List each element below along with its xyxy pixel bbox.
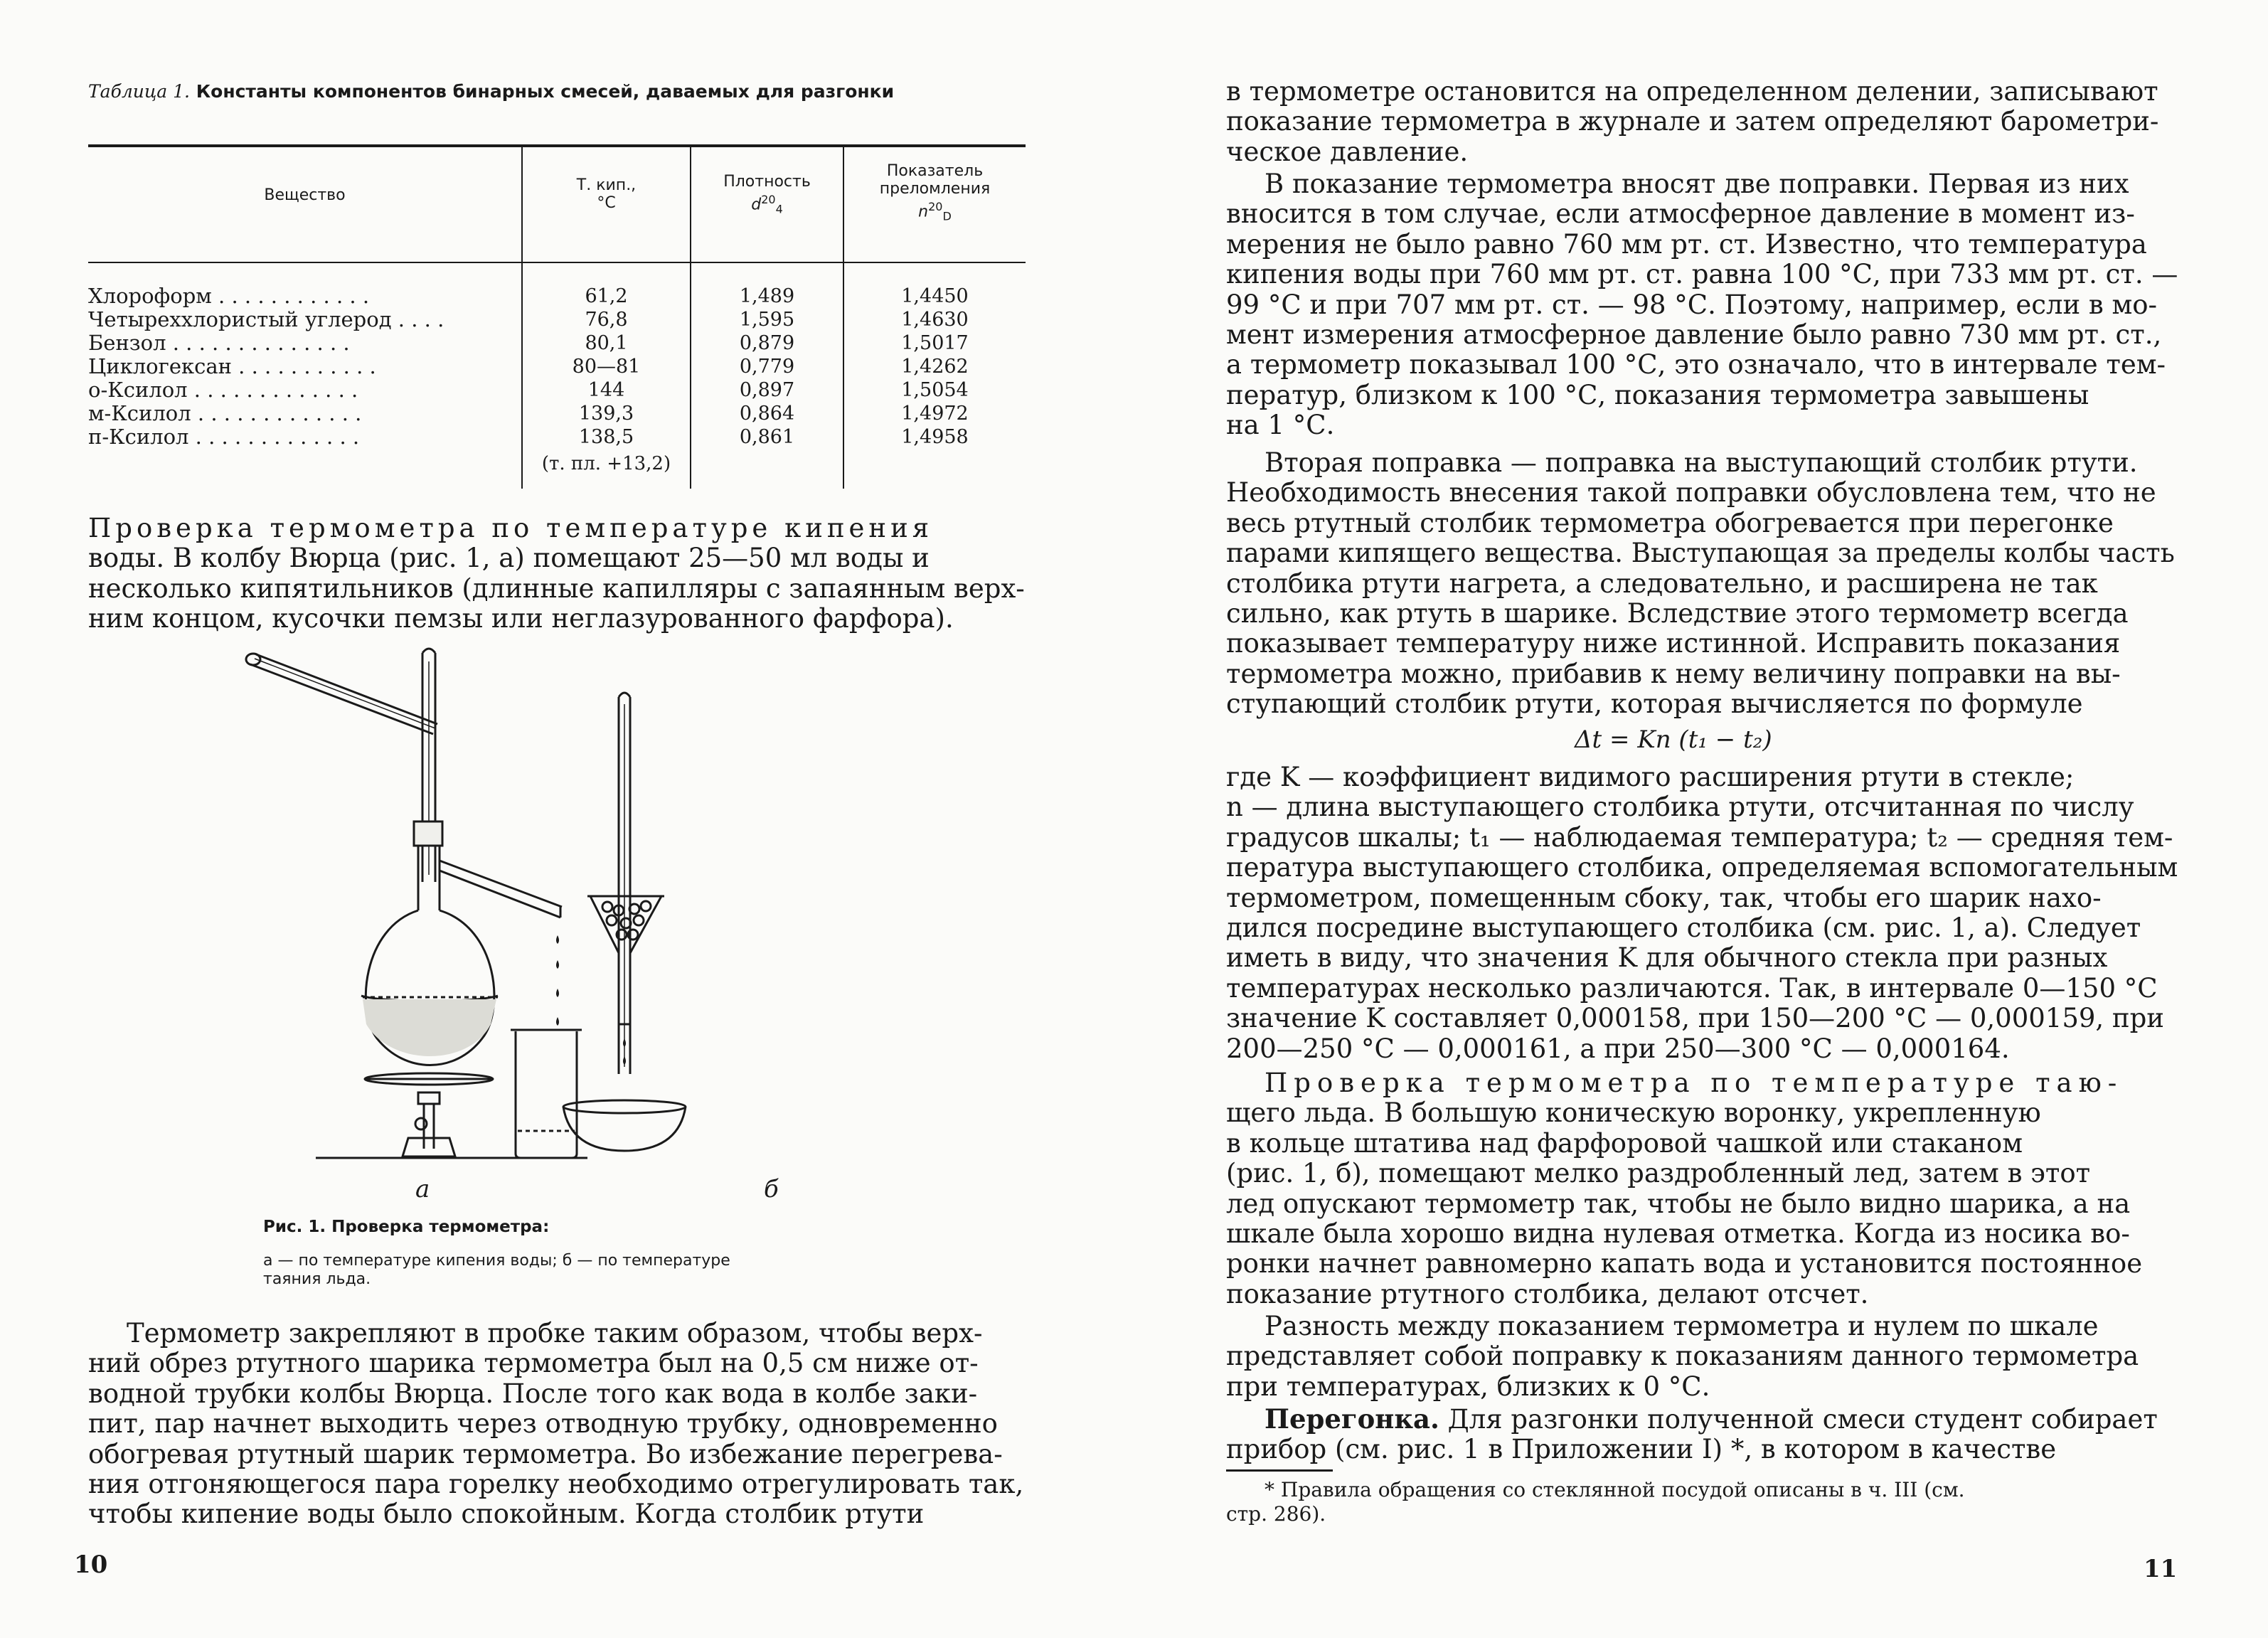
table-cell-bp: 139,3 — [578, 403, 634, 425]
text-line: В показание термометра вносят две поправки. Первая из них — [1265, 169, 2129, 199]
text-line: Проверка термометра по температуре кипения — [88, 513, 934, 543]
table-header-refraction — [844, 162, 1026, 225]
text-line: показывает температуру ниже истинной. Исправить показания — [1226, 628, 2121, 659]
right-paragraph-5 — [1226, 1068, 2165, 1309]
table-cell-density: 0,897 — [739, 379, 795, 401]
text-line: Проверка термометра по температуре таю- — [1265, 1068, 2124, 1098]
table-header-density-line1: Плотность — [723, 173, 811, 191]
left-paragraph-2 — [88, 1319, 1026, 1530]
text-line: щего льда. В большую коническую воронку, укрепленную — [1226, 1097, 2041, 1129]
side-thermometer-icon — [246, 654, 437, 734]
text-line: иметь в виду, что значения K для обычного стекла при разных — [1226, 942, 2108, 974]
text-line: дился посредине выступающего столбика (см. рис. 1, а). Следует — [1226, 913, 2141, 944]
stand-ring-icon — [365, 1073, 493, 1085]
text-line: воды. В колбу Вюрца (рис. 1, а) помещают 25—50 мл воды и — [88, 543, 930, 574]
text-line: (рис. 1, б), помещают мелко раздробленный лед, затем в этот — [1226, 1158, 2091, 1189]
text-line: Разность между показанием термометра и нулем по шкале — [1265, 1311, 2099, 1341]
table-header-density — [691, 173, 843, 218]
table-cell-bp: 80—81 — [572, 356, 641, 378]
text-line: лед опускают термометр так, чтобы не было видно шарика, а на — [1226, 1188, 2131, 1219]
ice-thermometer-icon — [619, 693, 630, 1074]
table-cell-bp: 76,8 — [585, 309, 628, 331]
table-row-name: Четыреххлористый углерод . . . . — [88, 307, 444, 331]
table-cell-note: (т. пл. +13,2) — [541, 453, 671, 474]
figure-label-b: б — [764, 1175, 779, 1203]
burner-icon — [403, 1092, 455, 1156]
figure-caption-detail-line: таяния льда. — [263, 1270, 371, 1288]
table-header-rule — [88, 262, 1026, 263]
text-line — [1226, 1404, 2165, 1435]
table-cell-refraction: 1,4630 — [901, 309, 969, 331]
figure-caption-detail-line: а — по температуре кипения воды; б — по температуре — [263, 1252, 730, 1270]
table-cell-refraction: 1,4972 — [901, 403, 969, 425]
table-header-boiling — [523, 176, 690, 212]
text-line: на 1 °С. — [1226, 410, 1335, 441]
text-line: столбика ртути нагрета, а следовательно, и расширена не так — [1226, 568, 2098, 599]
right-paragraph-2 — [1226, 169, 2178, 441]
table-header-substance: Вещество — [264, 186, 346, 204]
wurtz-flask-icon — [361, 821, 498, 1065]
text-line: мерения не было равно 760 мм рт. ст. Известно, что температура — [1226, 228, 2147, 260]
text-line: ператур, близком к 100 °С, показания термометра завышены — [1226, 379, 2089, 410]
right-paragraph-4 — [1226, 762, 2178, 1064]
text-line: пература выступающего столбика, определяемая вспомогательным — [1226, 852, 2178, 883]
footnote-line: * Правила обращения со стеклянной посудой описаны в ч. III (см. — [1265, 1478, 1965, 1501]
table-cell-refraction: 1,5017 — [901, 332, 969, 354]
table-cell-refraction: 1,4450 — [901, 285, 969, 307]
text-line: при температурах, близких к 0 °С. — [1226, 1371, 1710, 1402]
table-caption-label: Таблица 1. — [88, 81, 191, 102]
text-line: 99 °С и при 707 мм рт. ст. — 98 °С. Поэтому, например, если в мо- — [1226, 289, 2158, 320]
text-line: шкале была хорошо видна нулевая отметка. Когда из носика во- — [1226, 1218, 2130, 1250]
right-paragraph-7 — [1226, 1404, 2165, 1465]
text-line: весь ртутный столбик термометра обогревается при перегонке — [1226, 507, 2114, 538]
footnote-rule — [1226, 1469, 1333, 1472]
text-line: водной трубки колбы Вюрца. После того как вода в колбе заки- — [88, 1378, 978, 1409]
text-line: Термометр закрепляют в пробке таким образом, чтобы верх- — [127, 1318, 983, 1349]
thermometer-figure — [242, 640, 882, 1195]
table-cell-refraction: 1,5054 — [901, 379, 969, 401]
text-line: пит, пар начнет выходить через отводную трубку, одновременно — [88, 1408, 998, 1440]
text-line: ний обрез ртутного шарика термометра был на 0,5 см ниже от- — [88, 1348, 979, 1379]
correction-formula: Δt = Kn (t₁ − t₂) — [1575, 725, 1772, 754]
table-header-refraction-sup: 20 — [928, 200, 943, 213]
figure-caption: Рис. 1. Проверка термометра: — [263, 1218, 550, 1236]
right-paragraph-6 — [1226, 1312, 2165, 1402]
text-line: обогревая ртутный шарик термометра. Во избежание перегрева- — [88, 1438, 1003, 1469]
right-paragraph-1 — [1226, 77, 2165, 167]
text-line: показание ртутного столбика, делают отсчет. — [1226, 1278, 1869, 1309]
table-cell-density: 1,595 — [739, 309, 795, 331]
text-line: прибор (см. рис. 1 в Приложении I) *, в котором в качестве — [1226, 1434, 2057, 1465]
table-header-density-sub: 4 — [775, 202, 783, 216]
text-line: представляет собой поправку к показаниям данного термометра — [1226, 1341, 2139, 1372]
table-caption-text: Константы компонентов бинарных смесей, даваемых для разгонки — [196, 81, 895, 102]
page-number-left: 10 — [74, 1551, 108, 1579]
table-cell-density: 0,779 — [739, 356, 795, 378]
table-row-name: о-Ксилол . . . . . . . . . . . . . — [88, 378, 358, 402]
text-line: несколько кипятильников (длинные капилляры с запаянным верх- — [88, 573, 1025, 604]
text-line: ступающий столбик ртути, которая вычисляется по формуле — [1226, 688, 2083, 720]
text-line: термометром, помещенным сбоку, так, чтобы его шарик нахо- — [1226, 882, 2102, 913]
text-line: показание термометра в журнале и затем определяют барометри- — [1226, 106, 2159, 137]
table-top-rule — [88, 144, 1026, 147]
text-line: n — длина выступающего столбика ртути, отсчитанная по числу — [1226, 792, 2134, 823]
text-line: мент измерения атмосферное давление было равно 730 мм рт. ст., — [1226, 319, 2162, 351]
beaker-icon — [511, 1030, 582, 1158]
table-cell-density: 0,864 — [739, 403, 795, 425]
table-row-name: Хлороформ . . . . . . . . . . . . — [88, 284, 370, 308]
table-row-name: п-Ксилол . . . . . . . . . . . . . — [88, 425, 360, 449]
text-line-rest: Для разгонки полученной смеси студент собирает — [1439, 1404, 2158, 1435]
table-cell-density: 1,489 — [739, 285, 795, 307]
text-line: а термометр показывал 100 °С, это означало, что в интервале тем- — [1226, 349, 2166, 381]
side-arm-tube — [440, 861, 562, 918]
table-cell-bp: 144 — [587, 379, 625, 401]
text-line: 200—250 °С — 0,000161, а при 250—300 °С — 0,000164. — [1226, 1033, 2010, 1064]
table-row-name: Циклогексан . . . . . . . . . . . — [88, 354, 376, 378]
table-cell-density: 0,879 — [739, 332, 795, 354]
text-line: ронки начнет равномерно капать вода и установится постоянное — [1226, 1248, 2143, 1280]
footnote-line: стр. 286). — [1226, 1502, 1326, 1526]
table-cell-bp: 80,1 — [585, 332, 628, 354]
text-line: градусов шкалы; t₁ — наблюдаемая температура; t₂ — средняя тем- — [1226, 821, 2173, 853]
text-line: Вторая поправка — поправка на выступающий столбик ртути. — [1265, 447, 2138, 478]
text-line: Необходимость внесения такой поправки обусловлена тем, что не — [1226, 477, 2156, 509]
table-header-refraction-sub: D — [942, 209, 952, 223]
figure-label-a: а — [415, 1175, 430, 1203]
table-cell-refraction: 1,4262 — [901, 356, 969, 378]
table-header-boiling-line1: Т. кип., — [576, 176, 637, 194]
table-header-density-symbol: d — [751, 196, 762, 214]
text-line: ческое давление. — [1226, 136, 1469, 167]
text-line: вносится в том случае, если атмосферное давление в момент из- — [1226, 198, 2135, 230]
right-page — [1134, 0, 2268, 1638]
text-line: в кольце штатива над фарфоровой чашкой или стаканом — [1226, 1127, 2023, 1159]
text-line: в термометре остановится на определенном делении, записывают — [1226, 76, 2158, 107]
text-line: термометра можно, прибавив к нему величину поправки на вы- — [1226, 658, 2121, 689]
table-header-refraction-symbol: n — [918, 203, 929, 221]
right-paragraph-3 — [1226, 447, 2175, 720]
text-line: чтобы кипение воды было спокойным. Когда столбик ртути — [88, 1499, 925, 1530]
water-drops — [556, 935, 559, 1026]
text-line: сильно, как ртуть в шарике. Вследствие этого термометр всегда — [1226, 598, 2129, 629]
table-caption — [88, 80, 1027, 104]
porcelain-dish-icon — [563, 1100, 686, 1151]
section-heading-distillation: Перегонка. — [1265, 1403, 1439, 1435]
table-cell-bp: 138,5 — [578, 426, 634, 448]
table-header-refraction-line2: преломления — [879, 180, 991, 198]
table-header-refraction-line1: Показатель — [886, 162, 984, 180]
funnel-icon — [587, 896, 664, 1024]
text-line: где K — коэффициент видимого расширения ртути в стекле; — [1226, 762, 2075, 792]
table-cell-refraction: 1,4958 — [901, 426, 969, 448]
text-line: ним концом, кусочки пемзы или неглазурованного фарфора). — [88, 603, 954, 634]
left-paragraph-1 — [88, 514, 1026, 634]
text-line: значение K составляет 0,000158, при 150—200 °С — 0,000159, при — [1226, 1003, 2164, 1034]
table-row-name: м-Ксилол . . . . . . . . . . . . . — [88, 401, 362, 425]
table-row-name: Бензол . . . . . . . . . . . . . . — [88, 331, 350, 355]
thermometer-icon — [422, 649, 435, 882]
text-line: парами кипящего вещества. Выступающая за пределы колбы часть — [1226, 538, 2175, 569]
footnote — [1226, 1478, 2165, 1526]
table-cell-density: 0,861 — [739, 426, 795, 448]
text-line: температурах несколько различаются. Так, в интервале 0—150 °С — [1226, 972, 2158, 1004]
text-line: кипения воды при 760 мм рт. ст. равна 100 °С, при 733 мм рт. ст. — — [1226, 259, 2178, 290]
table-cell-bp: 61,2 — [585, 285, 628, 307]
table-header-boiling-line2: °С — [597, 194, 616, 212]
figure-caption-detail — [263, 1252, 730, 1289]
text-line: ния отгоняющегося пара горелку необходимо отрегулировать так, — [88, 1469, 1024, 1500]
table-header-density-sup: 20 — [761, 193, 776, 206]
page-number-right: 11 — [2144, 1555, 2178, 1583]
